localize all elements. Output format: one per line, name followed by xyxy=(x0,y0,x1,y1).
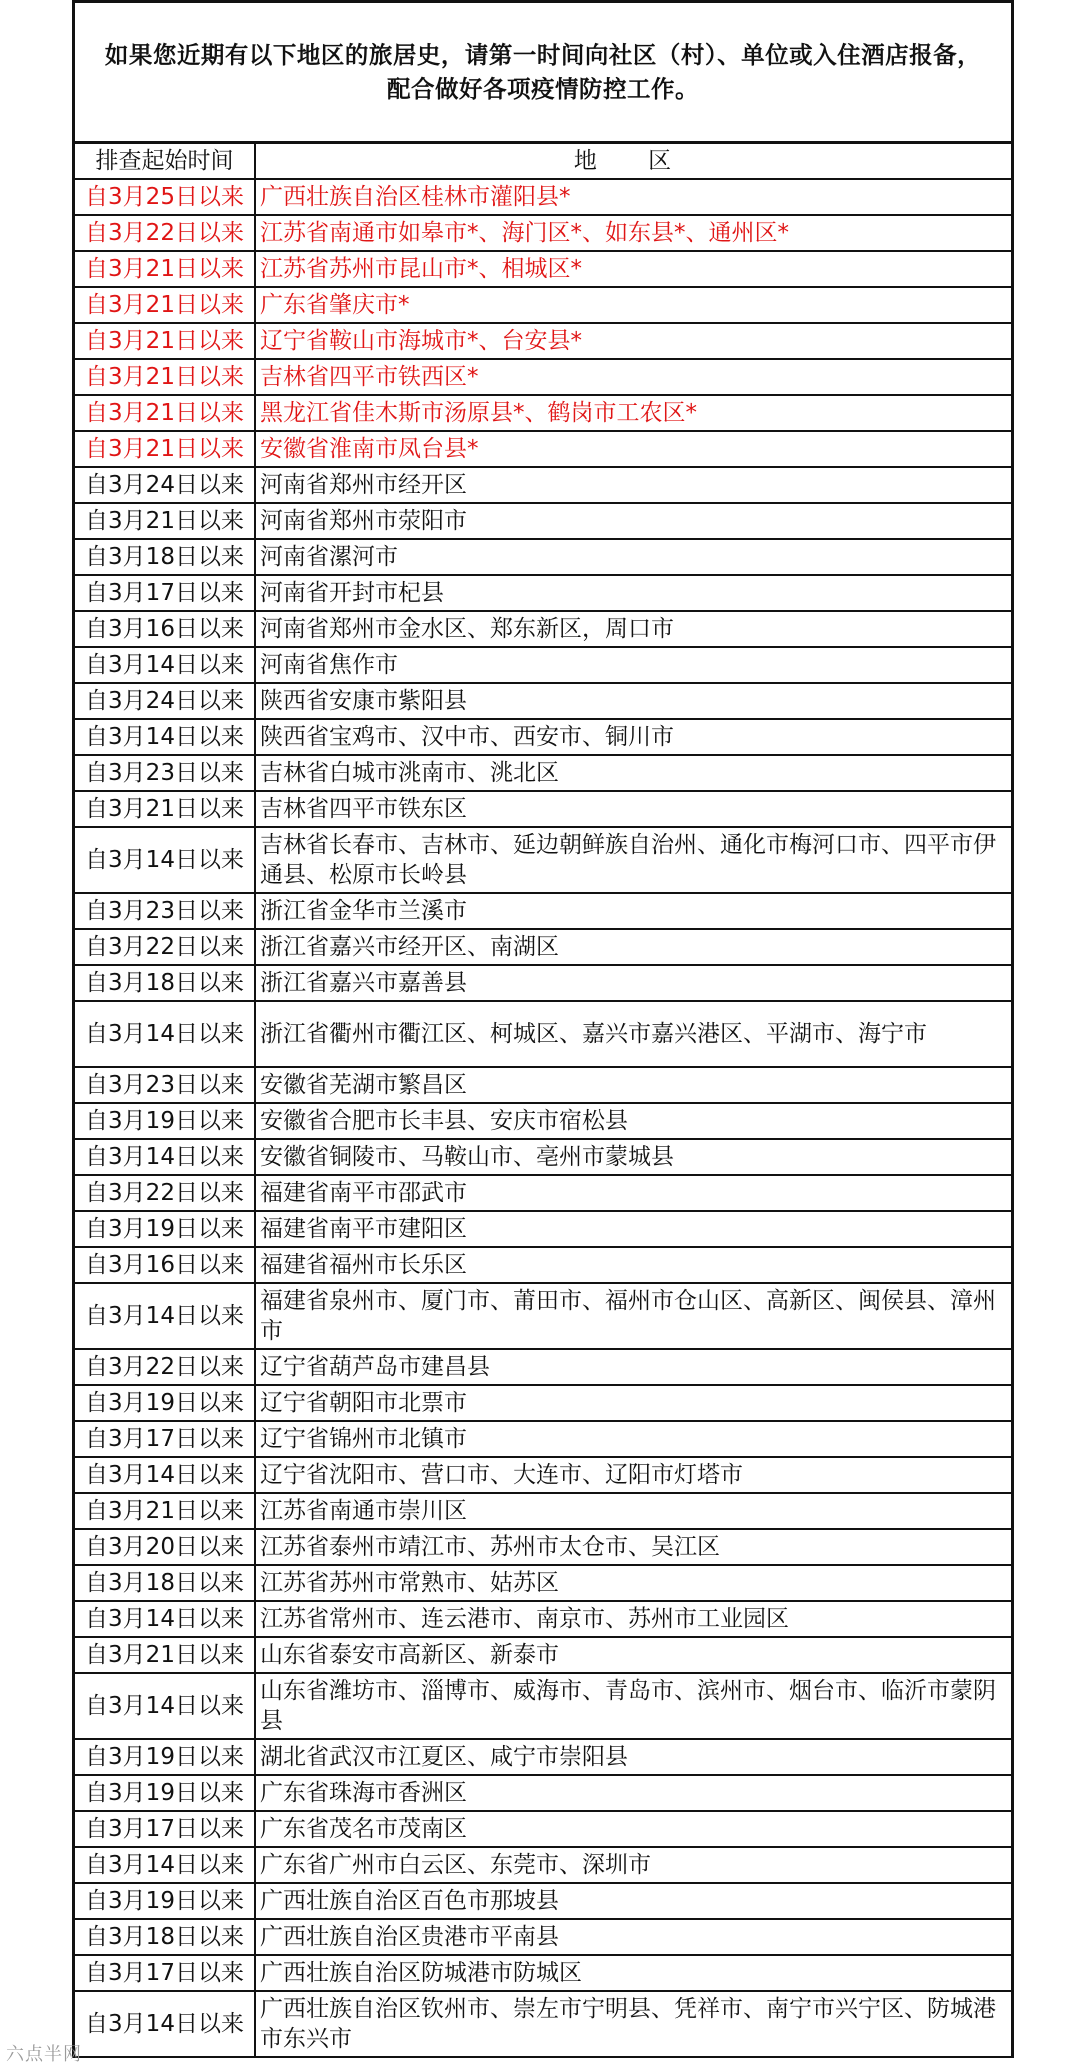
row-date: 自3月18日以来 xyxy=(75,1565,255,1601)
row-date: 自3月23日以来 xyxy=(75,755,255,791)
row-area: 辽宁省葫芦岛市建昌县 xyxy=(255,1349,1011,1385)
row-date: 自3月17日以来 xyxy=(75,575,255,611)
row-date: 自3月19日以来 xyxy=(75,1385,255,1421)
row-area: 黑龙江省佳木斯市汤原县*、鹤岗市工农区* xyxy=(255,395,1011,431)
table-row xyxy=(75,1529,1011,1565)
table-row xyxy=(75,611,1011,647)
table-row xyxy=(75,179,1011,215)
row-date: 自3月25日以来 xyxy=(75,179,255,215)
row-date: 自3月21日以来 xyxy=(75,323,255,359)
table-row xyxy=(75,1067,1011,1103)
table-row xyxy=(75,1349,1011,1385)
row-date: 自3月23日以来 xyxy=(75,893,255,929)
header-date: 排查起始时间 xyxy=(75,144,255,179)
table-row xyxy=(75,1283,1011,1349)
table-row xyxy=(75,791,1011,827)
table-row xyxy=(75,359,1011,395)
row-date: 自3月19日以来 xyxy=(75,1211,255,1247)
row-area: 安徽省淮南市凤台县* xyxy=(255,431,1011,467)
row-area: 江苏省南通市崇川区 xyxy=(255,1493,1011,1529)
row-area: 辽宁省沈阳市、营口市、大连市、辽阳市灯塔市 xyxy=(255,1457,1011,1493)
table-row xyxy=(75,503,1011,539)
row-date: 自3月19日以来 xyxy=(75,1775,255,1811)
table-header-row xyxy=(75,144,1011,179)
row-area: 安徽省芜湖市繁昌区 xyxy=(255,1067,1011,1103)
row-area: 广西壮族自治区桂林市灌阳县* xyxy=(255,179,1011,215)
row-area: 陕西省宝鸡市、汉中市、西安市、铜川市 xyxy=(255,719,1011,755)
row-area: 河南省郑州市经开区 xyxy=(255,467,1011,503)
row-area: 吉林省四平市铁东区 xyxy=(255,791,1011,827)
row-area: 山东省潍坊市、淄博市、威海市、青岛市、滨州市、烟台市、临沂市蒙阴县 xyxy=(255,1673,1011,1739)
row-date: 自3月14日以来 xyxy=(75,1991,255,2057)
table-row xyxy=(75,467,1011,503)
row-area: 辽宁省鞍山市海城市*、台安县* xyxy=(255,323,1011,359)
table-row xyxy=(75,1955,1011,1991)
row-area: 广东省茂名市茂南区 xyxy=(255,1811,1011,1847)
risk-area-sheet xyxy=(72,0,1014,2058)
table-row xyxy=(75,1493,1011,1529)
row-area: 江苏省常州市、连云港市、南京市、苏州市工业园区 xyxy=(255,1601,1011,1637)
table-row xyxy=(75,1457,1011,1493)
header-area: 地 区 xyxy=(255,144,1011,179)
row-date: 自3月19日以来 xyxy=(75,1739,255,1775)
row-date: 自3月16日以来 xyxy=(75,1247,255,1283)
row-date: 自3月20日以来 xyxy=(75,1529,255,1565)
row-area: 河南省郑州市荥阳市 xyxy=(255,503,1011,539)
table-row xyxy=(75,1739,1011,1775)
row-date: 自3月22日以来 xyxy=(75,1349,255,1385)
table-row xyxy=(75,1211,1011,1247)
row-date: 自3月14日以来 xyxy=(75,1673,255,1739)
table-row xyxy=(75,1919,1011,1955)
risk-area-table xyxy=(75,144,1011,2058)
row-date: 自3月18日以来 xyxy=(75,965,255,1001)
row-date: 自3月14日以来 xyxy=(75,647,255,683)
row-date: 自3月21日以来 xyxy=(75,359,255,395)
table-row xyxy=(75,1847,1011,1883)
row-date: 自3月21日以来 xyxy=(75,251,255,287)
row-area: 浙江省嘉兴市嘉善县 xyxy=(255,965,1011,1001)
row-date: 自3月14日以来 xyxy=(75,827,255,893)
row-date: 自3月22日以来 xyxy=(75,1175,255,1211)
row-date: 自3月14日以来 xyxy=(75,1847,255,1883)
row-date: 自3月23日以来 xyxy=(75,1067,255,1103)
table-row xyxy=(75,1103,1011,1139)
table-row xyxy=(75,323,1011,359)
row-date: 自3月18日以来 xyxy=(75,1919,255,1955)
row-area: 江苏省苏州市常熟市、姑苏区 xyxy=(255,1565,1011,1601)
row-area: 江苏省苏州市昆山市*、相城区* xyxy=(255,251,1011,287)
row-date: 自3月19日以来 xyxy=(75,1883,255,1919)
table-row xyxy=(75,287,1011,323)
row-area: 河南省开封市杞县 xyxy=(255,575,1011,611)
table-row xyxy=(75,215,1011,251)
row-date: 自3月14日以来 xyxy=(75,1283,255,1349)
row-date: 自3月24日以来 xyxy=(75,467,255,503)
row-date: 自3月21日以来 xyxy=(75,503,255,539)
row-area: 广东省广州市白云区、东莞市、深圳市 xyxy=(255,1847,1011,1883)
table-row xyxy=(75,1565,1011,1601)
row-area: 广东省肇庆市* xyxy=(255,287,1011,323)
row-date: 自3月21日以来 xyxy=(75,1637,255,1673)
row-area: 福建省南平市邵武市 xyxy=(255,1175,1011,1211)
row-date: 自3月16日以来 xyxy=(75,611,255,647)
row-area: 辽宁省朝阳市北票市 xyxy=(255,1385,1011,1421)
table-body xyxy=(75,179,1011,2057)
table-row xyxy=(75,683,1011,719)
table-row xyxy=(75,1175,1011,1211)
table-row xyxy=(75,1139,1011,1175)
table-row xyxy=(75,575,1011,611)
table-row xyxy=(75,539,1011,575)
table-row xyxy=(75,1775,1011,1811)
row-date: 自3月14日以来 xyxy=(75,1601,255,1637)
row-area: 安徽省合肥市长丰县、安庆市宿松县 xyxy=(255,1103,1011,1139)
row-date: 自3月24日以来 xyxy=(75,683,255,719)
row-date: 自3月17日以来 xyxy=(75,1955,255,1991)
row-date: 自3月21日以来 xyxy=(75,287,255,323)
table-row xyxy=(75,1811,1011,1847)
table-row xyxy=(75,929,1011,965)
table-row xyxy=(75,395,1011,431)
row-area: 浙江省嘉兴市经开区、南湖区 xyxy=(255,929,1011,965)
watermark-logo: 六点半网 xyxy=(6,2044,82,2065)
row-area: 福建省福州市长乐区 xyxy=(255,1247,1011,1283)
table-row xyxy=(75,1991,1011,2057)
row-area: 湖北省武汉市江夏区、咸宁市崇阳县 xyxy=(255,1739,1011,1775)
table-row xyxy=(75,1247,1011,1283)
row-date: 自3月14日以来 xyxy=(75,1457,255,1493)
table-row xyxy=(75,755,1011,791)
table-row xyxy=(75,965,1011,1001)
row-date: 自3月22日以来 xyxy=(75,929,255,965)
row-date: 自3月14日以来 xyxy=(75,1139,255,1175)
table-row xyxy=(75,1385,1011,1421)
row-date: 自3月21日以来 xyxy=(75,791,255,827)
row-area: 河南省郑州市金水区、郑东新区，周口市 xyxy=(255,611,1011,647)
row-area: 辽宁省锦州市北镇市 xyxy=(255,1421,1011,1457)
row-area: 河南省漯河市 xyxy=(255,539,1011,575)
table-row xyxy=(75,1637,1011,1673)
row-date: 自3月14日以来 xyxy=(75,719,255,755)
row-area: 福建省泉州市、厦门市、莆田市、福州市仓山区、高新区、闽侯县、漳州市 xyxy=(255,1283,1011,1349)
notice-text: 如果您近期有以下地区的旅居史，请第一时间向社区（村）、单位或入住酒店报备，配合做好各项疫情防控工作。 xyxy=(75,0,1011,144)
row-date: 自3月18日以来 xyxy=(75,539,255,575)
row-area: 山东省泰安市高新区、新泰市 xyxy=(255,1637,1011,1673)
row-area: 河南省焦作市 xyxy=(255,647,1011,683)
table-row xyxy=(75,251,1011,287)
row-area: 浙江省金华市兰溪市 xyxy=(255,893,1011,929)
row-area: 广西壮族自治区防城港市防城区 xyxy=(255,1955,1011,1991)
row-area: 陕西省安康市紫阳县 xyxy=(255,683,1011,719)
table-row xyxy=(75,893,1011,929)
row-area: 安徽省铜陵市、马鞍山市、亳州市蒙城县 xyxy=(255,1139,1011,1175)
row-area: 江苏省南通市如皋市*、海门区*、如东县*、通州区* xyxy=(255,215,1011,251)
row-date: 自3月21日以来 xyxy=(75,1493,255,1529)
row-area: 吉林省四平市铁西区* xyxy=(255,359,1011,395)
table-row xyxy=(75,647,1011,683)
table-row xyxy=(75,827,1011,893)
row-area: 广西壮族自治区百色市那坡县 xyxy=(255,1883,1011,1919)
table-row xyxy=(75,719,1011,755)
row-area: 江苏省泰州市靖江市、苏州市太仓市、吴江区 xyxy=(255,1529,1011,1565)
row-area: 吉林省长春市、吉林市、延边朝鲜族自治州、通化市梅河口市、四平市伊通县、松原市长岭县 xyxy=(255,827,1011,893)
row-date: 自3月17日以来 xyxy=(75,1421,255,1457)
row-date: 自3月21日以来 xyxy=(75,431,255,467)
row-date: 自3月14日以来 xyxy=(75,1001,255,1067)
table-row xyxy=(75,1001,1011,1067)
row-area: 福建省南平市建阳区 xyxy=(255,1211,1011,1247)
row-area: 吉林省白城市洮南市、洮北区 xyxy=(255,755,1011,791)
row-area: 广西壮族自治区钦州市、崇左市宁明县、凭祥市、南宁市兴宁区、防城港市东兴市 xyxy=(255,1991,1011,2057)
row-area: 广西壮族自治区贵港市平南县 xyxy=(255,1919,1011,1955)
row-date: 自3月19日以来 xyxy=(75,1103,255,1139)
table-row xyxy=(75,1421,1011,1457)
table-row xyxy=(75,1673,1011,1739)
row-date: 自3月22日以来 xyxy=(75,215,255,251)
row-date: 自3月17日以来 xyxy=(75,1811,255,1847)
table-row xyxy=(75,1601,1011,1637)
row-area: 广东省珠海市香洲区 xyxy=(255,1775,1011,1811)
table-row xyxy=(75,1883,1011,1919)
row-area: 浙江省衢州市衢江区、柯城区、嘉兴市嘉兴港区、平湖市、海宁市 xyxy=(255,1001,1011,1067)
row-date: 自3月21日以来 xyxy=(75,395,255,431)
table-row xyxy=(75,431,1011,467)
